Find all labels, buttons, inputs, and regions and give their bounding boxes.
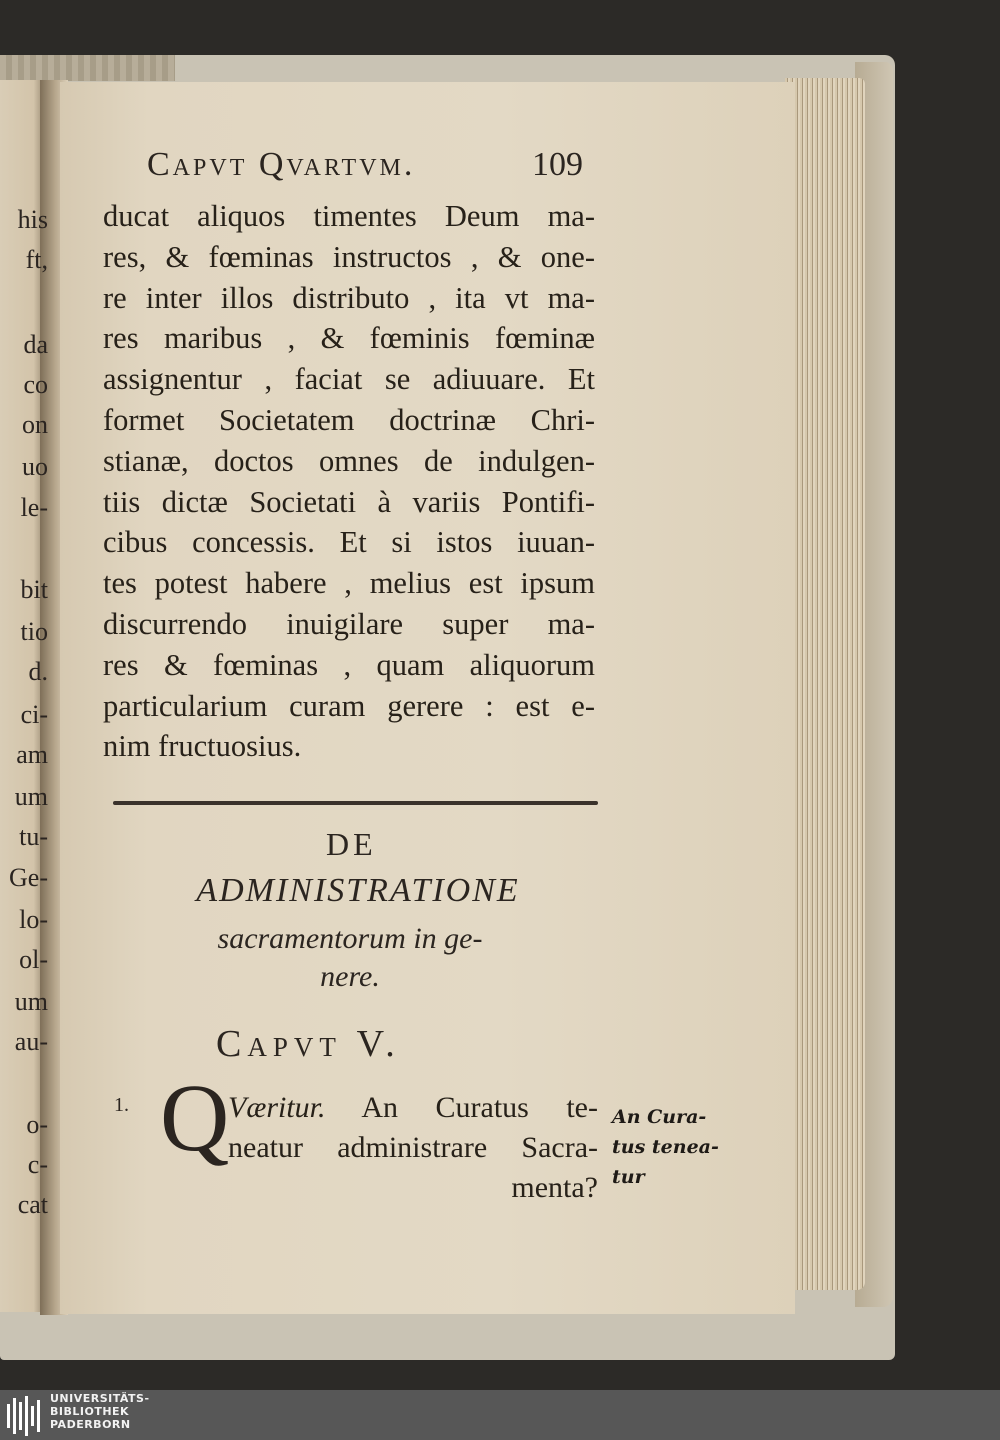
question-text: [228, 1088, 598, 1208]
body-line: re inter illos distributo , ita vt ma-: [103, 280, 595, 315]
marginal-note-line: tus tenea-: [612, 1136, 719, 1158]
body-line: formet Societatem doctrinæ Chri-: [103, 402, 595, 437]
heading-sacramentorum: [180, 920, 520, 996]
logo-line: UNIVERSITÄTS-: [50, 1392, 150, 1405]
body-line: particularium curam gerere : est e-: [103, 688, 595, 723]
left-page-fragment: am: [16, 740, 48, 769]
question-line-1: Væritur. An Curatus te-: [228, 1091, 598, 1124]
marginal-note-line: tur: [612, 1166, 645, 1188]
left-page-fragment: le-: [20, 493, 48, 522]
left-page-fragment: tio: [20, 617, 48, 646]
body-line: cibus concessis. Et si istos iuuan-: [103, 525, 595, 560]
left-page-fragment: um: [14, 782, 48, 811]
left-page-fragment: da: [23, 330, 48, 359]
body-text: [103, 196, 595, 767]
body-line: discurrendo inuigilare super ma-: [103, 606, 595, 641]
body-line: tes potest habere , melius est ipsum: [103, 566, 595, 601]
left-page-fragment: lo-: [19, 905, 48, 934]
running-head: Capvt Qvartvm.: [147, 146, 416, 183]
section-rule: [113, 801, 598, 805]
left-page-fragment: bit: [20, 575, 48, 604]
heading-sacramentorum-line2: nere.: [320, 960, 380, 993]
body-line: tiis dictæ Societati à variis Pontifi-: [103, 484, 595, 519]
question-line-3: menta?: [511, 1171, 598, 1204]
left-page-fragment: ft,: [25, 245, 48, 274]
logo-line: BIBLIOTHEK: [50, 1405, 130, 1418]
body-line: res & fœminas , quam aliquorum: [103, 647, 595, 682]
left-page-fragment: ol-: [19, 945, 48, 974]
left-page-fragment: cat: [17, 1190, 48, 1219]
question-number: 1.: [114, 1094, 129, 1116]
left-page-fragment: o-: [26, 1110, 48, 1139]
left-page-fragment: d.: [28, 657, 48, 686]
left-page-fragment: uo: [22, 452, 48, 481]
body-line: ducat aliquos timentes Deum ma-: [103, 199, 595, 233]
left-page-fragment: co: [23, 370, 48, 399]
body-line: stianæ, doctos omnes de indulgen-: [103, 443, 595, 478]
marginal-note: [612, 1102, 752, 1192]
chapter-heading: Capvt V.: [216, 1023, 401, 1065]
body-line: assignentur , faciat se adiuuare. Et: [103, 362, 595, 397]
library-logo-icon: [5, 1396, 43, 1436]
heading-sacramentorum-line1: sacramentorum in ge-: [217, 922, 483, 955]
left-page-fragment: au-: [14, 1027, 48, 1056]
left-page-fragment: his: [17, 205, 48, 234]
left-page-fragment: Ge-: [9, 863, 48, 892]
headband: [0, 55, 175, 81]
library-logo-text: [50, 1392, 150, 1431]
left-page-fragment: c-: [27, 1150, 48, 1179]
body-line: nim fructuosius.: [103, 729, 302, 764]
left-page-fragment: um: [14, 987, 48, 1016]
left-page-fragment: on: [22, 410, 48, 439]
body-line: res, & fœminas instructos , & one-: [103, 239, 595, 274]
question-line-2: neatur administrare Sacra-: [228, 1131, 598, 1164]
heading-administratione: ADMINISTRATIONE: [196, 872, 520, 909]
body-line: res maribus , & fœminis fœminæ: [103, 321, 595, 356]
footer-bar: [0, 1390, 1000, 1440]
left-page-fragment: ci-: [20, 700, 48, 729]
logo-line: PADERBORN: [50, 1418, 131, 1431]
page-number: 109: [532, 146, 583, 183]
book-photo: Capvt Qvartvm. 109 ducat aliquos timentes Deum ma- res, & fœminas instructos , & one- re inter illos distributo , ita vt ma- res maribus , & fœminis fœminæ assignentur , faciat se adiuuare. Et formet Societatem doctrinæ Chri- stianæ, doctos omnes de indulgen- tiis dictæ Societati à variis Pontifi- cibus concessis. Et si istos iuuan- tes potest habere , melius est ipsum discurrendo inuigilare super ma- res & fœminas , quam aliquorum particularium curam gerere : est e- nim fructuosius. DE ADMINISTRATIONE sacramentorum in ge- nere. Capvt V. 1. Q Væritur. An Curatus te- neatur administrare Sacra- menta? An Cura- tus tenea- tur his ft, da co on uo le- bit tio d. ci- am um tu- Ge- lo- ol- um au- o- c- cat: [0, 0, 1000, 1390]
page-edges: [785, 78, 865, 1290]
drop-cap: Q: [160, 1064, 230, 1171]
left-page-fragment: tu-: [19, 822, 48, 851]
marginal-note-line: An Cura-: [612, 1106, 707, 1128]
